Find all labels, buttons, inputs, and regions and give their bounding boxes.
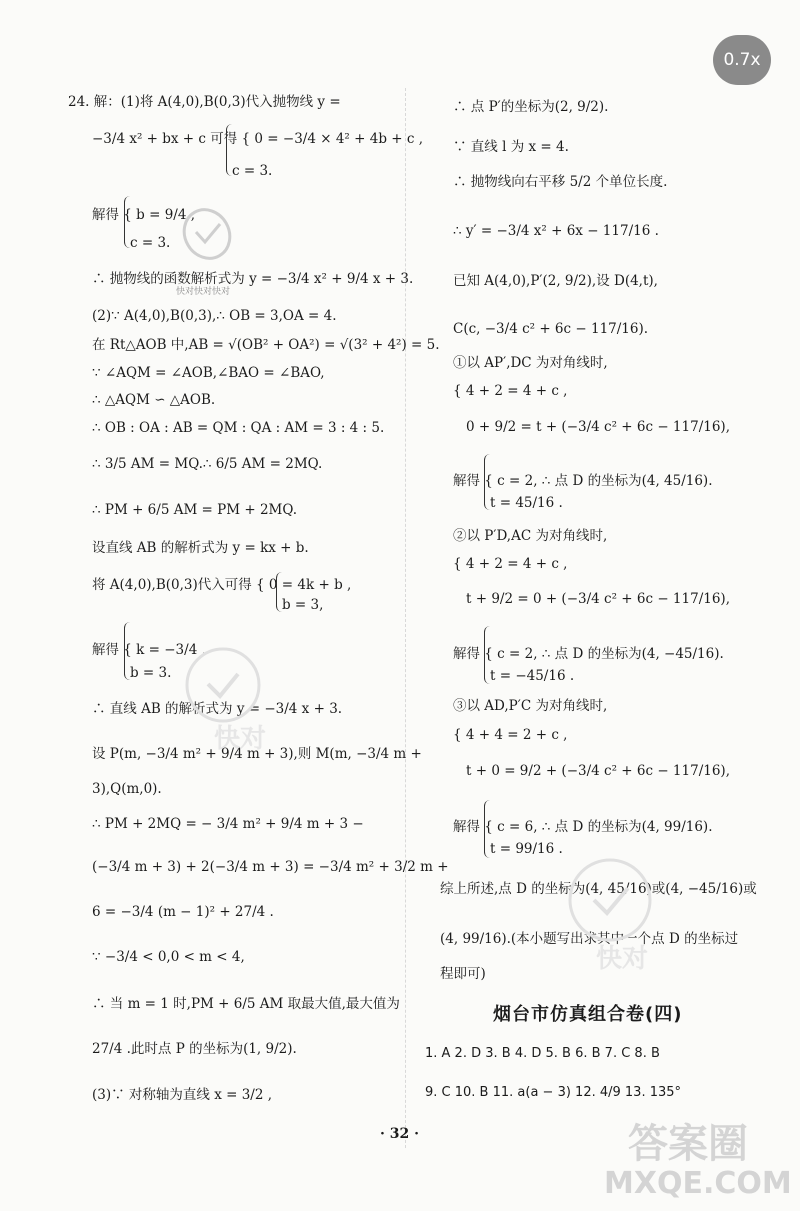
watermark-logo: 答案圈 (628, 1121, 748, 1167)
text-line: ∴ PM + 2MQ = − 3/4 m² + 9/4 m + 3 − (92, 816, 364, 832)
text-line: ∴ 抛物线向右平移 5/2 个单位长度. (453, 174, 668, 190)
text-line: { 4 + 2 = 4 + c , (453, 556, 568, 572)
text-line: 解得 { c = 2, ∴ 点 D 的坐标为(4, 45/16). (453, 473, 713, 489)
answer-row: 9. C 10. B 11. a(a − 3) 12. 4/9 13. 135° (425, 1085, 682, 1100)
text-line: ③以 AD,P′C 为对角线时, (453, 698, 608, 714)
text-line: 解得 { b = 9/4 , (92, 207, 196, 223)
text-line: ∵ 直线 l 为 x = 4. (453, 139, 569, 155)
stamp-label: 快对 (214, 724, 267, 754)
text-line: ∴ PM + 6/5 AM = PM + 2MQ. (92, 502, 298, 518)
text-line: (4, 99/16).(本小题写出求其中一个点 D 的坐标过 (440, 931, 739, 947)
text-line: { 4 + 4 = 2 + c , (453, 727, 568, 743)
stamp-caption: 快对快对快对 (176, 287, 231, 297)
text-line: b = 3, (282, 597, 324, 613)
stamp-label: 快对 (596, 944, 649, 974)
text-line: (2)∵ A(4,0),B(0,3),∴ OB = 3,OA = 4. (92, 308, 337, 324)
text-line: −3/4 x² + bx + c 可得 { 0 = −3/4 × 4² + 4b + c , (92, 131, 424, 147)
watermark-url: MXQE.COM (604, 1166, 792, 1201)
text-line: 解得 { c = 6, ∴ 点 D 的坐标为(4, 99/16). (453, 819, 713, 835)
text-line: ∴ △AQM ∽ △AOB. (92, 392, 216, 408)
text-line: ①以 AP′,DC 为对角线时, (453, 355, 608, 371)
text-line: ∴ 点 P′的坐标为(2, 9/2). (453, 99, 609, 115)
text-line: 设直线 AB 的解析式为 y = kx + b. (92, 540, 309, 556)
check-stamp-icon (172, 202, 242, 276)
text-line: (3)∵ 对称轴为直线 x = 3/2 , (92, 1087, 273, 1103)
text-line: 24. 解：(1)将 A(4,0),B(0,3)代入抛物线 y = (68, 94, 341, 110)
text-line: ∴ 抛物线的函数解析式为 y = −3/4 x² + 9/4 x + 3. (92, 271, 414, 287)
zoom-badge[interactable]: 0.7x (713, 35, 771, 85)
text-line: ∴ 3/5 AM = MQ.∴ 6/5 AM = 2MQ. (92, 456, 323, 472)
text-line: 解得 { k = −3/4 , (92, 642, 206, 658)
text-line: (−3/4 m + 3) + 2(−3/4 m + 3) = −3/4 m² + 3/2 m + (92, 859, 449, 875)
text-line: b = 3. (130, 665, 172, 681)
text-line: 综上所述,点 D 的坐标为(4, 45/16)或(4, −45/16)或 (440, 881, 757, 897)
text-line: ∵ −3/4 < 0,0 < m < 4, (92, 949, 245, 965)
text-line: ∴ 当 m = 1 时,PM + 6/5 AM 取最大值,最大值为 (92, 996, 400, 1012)
text-line: C(c, −3/4 c² + 6c − 117/16). (453, 321, 649, 337)
text-line: 设 P(m, −3/4 m² + 9/4 m + 3),则 M(m, −3/4 m + (92, 746, 422, 762)
text-line: 6 = −3/4 (m − 1)² + 27/4 . (92, 904, 274, 920)
text-line: 27/4 .此时点 P 的坐标为(1, 9/2). (92, 1041, 297, 1057)
text-line: 将 A(4,0),B(0,3)代入可得 { 0 = 4k + b , (92, 577, 352, 593)
text-line: ②以 P′D,AC 为对角线时, (453, 528, 608, 544)
text-line: c = 3. (232, 163, 273, 179)
column-divider (405, 88, 406, 1148)
text-line: 0 + 9/2 = t + (−3/4 c² + 6c − 117/16), (466, 419, 730, 435)
text-line: { 4 + 2 = 4 + c , (453, 383, 568, 399)
text-line: t + 0 = 9/2 + (−3/4 c² + 6c − 117/16), (466, 763, 730, 779)
section-title: 烟台市仿真组合卷(四) (493, 1004, 683, 1025)
text-line: t = 45/16 . (490, 495, 563, 511)
text-line: ∴ OB : OA : AB = QM : QA : AM = 3 : 4 : 5. (92, 420, 385, 436)
text-line: ∵ ∠AQM = ∠AOB,∠BAO = ∠BAO, (92, 365, 325, 381)
text-line: 在 Rt△AOB 中,AB = √(OB² + OA²) = √(3² + 4²) = 5. (92, 337, 440, 353)
text-line: t = −45/16 . (490, 668, 575, 684)
text-line: ∴ y′ = −3/4 x² + 6x − 117/16 . (453, 223, 659, 239)
page-number: · 32 · (380, 1126, 419, 1142)
text-line: t + 9/2 = 0 + (−3/4 c² + 6c − 117/16), (466, 591, 730, 607)
text-line: 3),Q(m,0). (92, 781, 162, 797)
text-line: ∴ 直线 AB 的解析式为 y = −3/4 x + 3. (92, 701, 343, 717)
text-line: 已知 A(4,0),P′(2, 9/2),设 D(4,t), (453, 273, 658, 289)
text-line: t = 99/16 . (490, 841, 563, 857)
answer-row: 1. A 2. D 3. B 4. D 5. B 6. B 7. C 8. B (425, 1046, 660, 1061)
text-line: 解得 { c = 2, ∴ 点 D 的坐标为(4, −45/16). (453, 646, 724, 662)
text-line: c = 3. (130, 235, 171, 251)
text-line: 程即可) (440, 966, 486, 982)
